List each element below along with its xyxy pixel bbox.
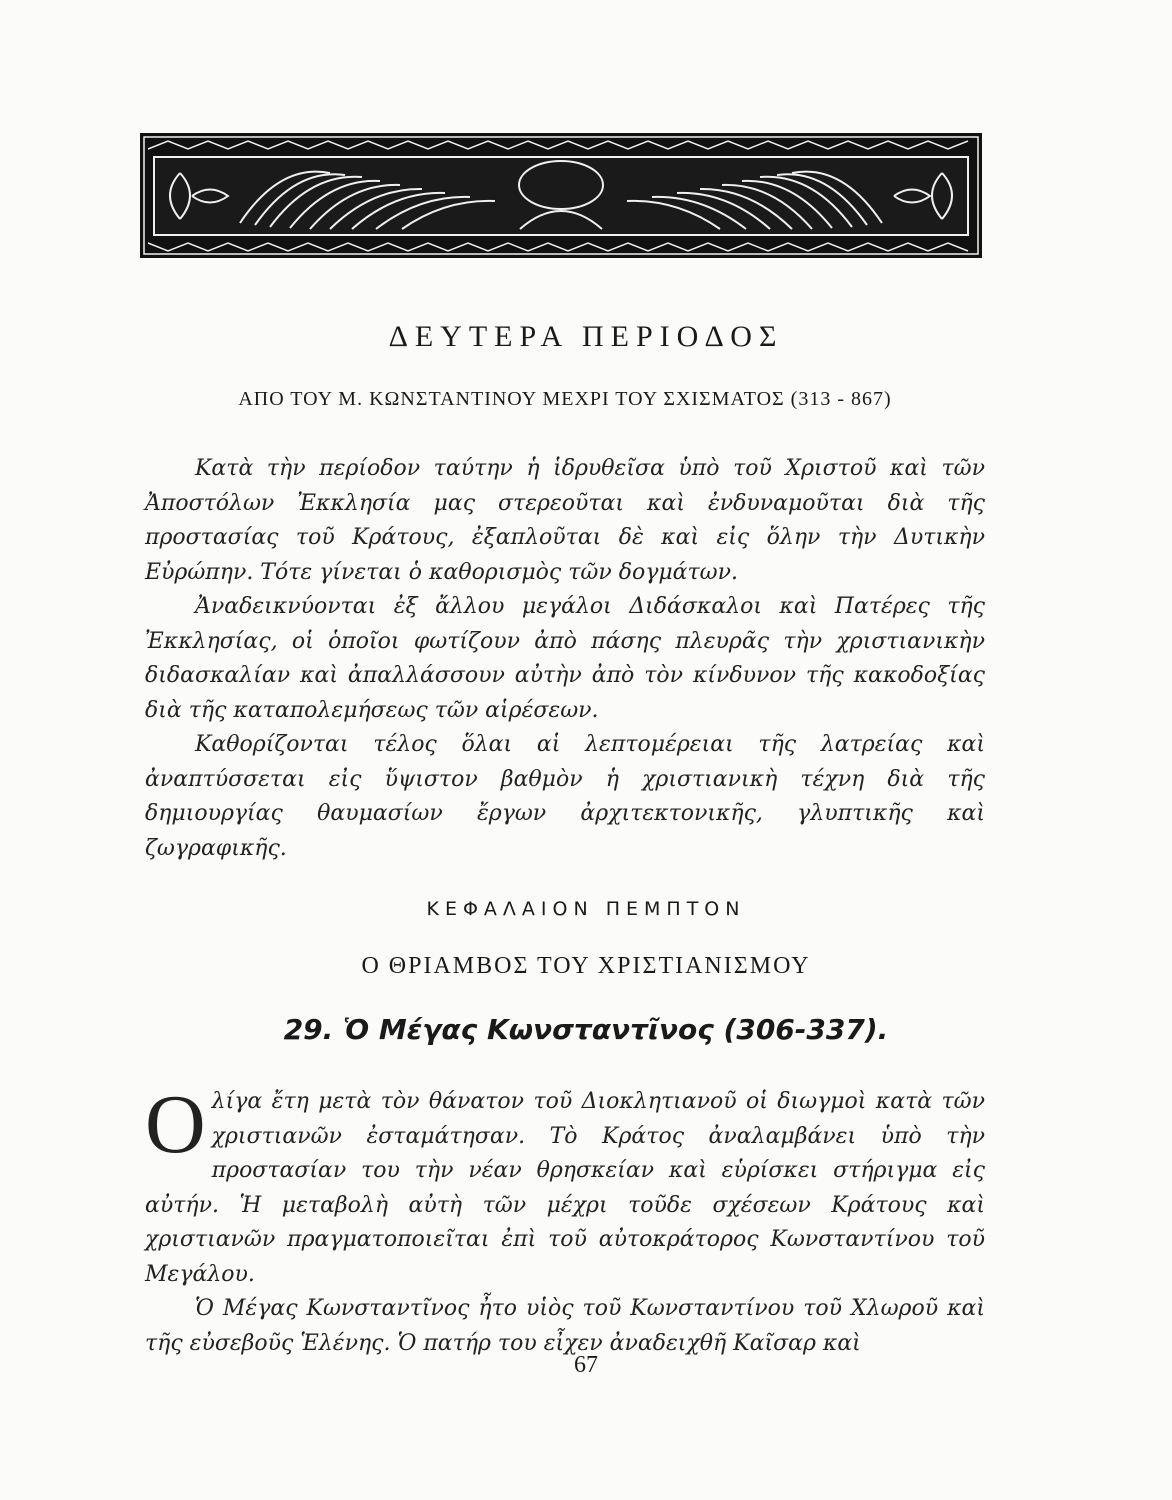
intro-paragraph: Κατὰ τὴν περίοδον ταύτην ἡ ἱδρυθεῖσα ὑπὸ τοῦ Χριστοῦ καὶ τῶν Ἀποστόλων Ἐκκλησία μας στερεοῦται καὶ ἐνδυναμοῦται διὰ τῆς προστασίας τοῦ Κράτους, ἐξαπλοῦται δὲ καὶ εἰς ὅλην τὴν Δυτικὴν Εὐρώπην. Τότε γίνεται ὁ καθορισμὸς τῶν δογμάτων.: [145, 456, 985, 585]
section-paragraph: Ὁ Μέγας Κωνσταντῖνος ἦτο υἱὸς τοῦ Κωνσταντίνου τοῦ Χλωροῦ καὶ τῆς εὐσεβοῦς Ἑλένης. Ὁ πατήρ του εἶχεν ἀναδειχθῆ Καῖσαρ καὶ: [145, 1296, 985, 1356]
drop-cap: Ο: [145, 1078, 206, 1171]
chapter-title: Ο ΘΡΙΑΜΒΟΣ ΤΟΥ ΧΡΙΣΤΙΑΝΙΣΜΟΥ: [361, 953, 811, 979]
section-heading: 29. Ὁ Μέγας Κωνσταντῖνος (306-337).: [283, 1013, 889, 1046]
intro-paragraph: Καθορίζονται τέλος ὅλαι αἱ λεπτομέρειαι τῆς λατρείας καὶ ἀναπτύσσεται εἰς ὕψιστον βαθμὸν ἡ χριστιανικὴ τέχνη διὰ τῆς δημιουργίας θαυμασίων ἔργων ἀρχιτεκτονικῆς, γλυπτικῆς καὶ ζωγραφικῆς.: [145, 732, 985, 861]
intro-text: [145, 452, 985, 866]
chapter-label: ΚΕΦΑΛΑΙΟΝ ΠΕΜΠΤΟΝ: [426, 898, 746, 920]
page-number: 67: [574, 1352, 598, 1378]
intro-paragraph: Ἀναδεικνύονται ἐξ ἄλλου μεγάλοι Διδάσκαλοι καὶ Πατέρες τῆς Ἐκκλησίας, οἱ ὁποῖοι φωτίζουν ἀπὸ πάσης πλευρᾶς τὴν χριστιανικὴν διδασκαλίαν καὶ ἀπαλλάσσουν αὐτὴν ἀπὸ τὸν κίνδυνον τῆς κακοδοξίας διὰ τῆς καταπολεμήσεως τῶν αἱρέσεων.: [145, 594, 985, 723]
ornamental-header-band: [140, 133, 982, 258]
period-subtitle: ΑΠΟ ΤΟΥ Μ. ΚΩΝΣΤΑΝΤΙΝΟΥ ΜΕΧΡΙ ΤΟΥ ΣΧΙΣΜΑΤΟΣ (313 - 867): [238, 388, 892, 410]
section-paragraph-text: λίγα ἔτη μετὰ τὸν θάνατον τοῦ Διοκλητιανοῦ οἱ διωγμοὶ κατὰ τῶν χριστιανῶν ἐσταμάτησαν. Τὸ Κράτος ἀναλαμβάνει ὑπὸ τὴν προστασίαν του τὴν νέαν θρησκείαν καὶ εὑρίσκει στήριγμα εἰς αὐτήν. Ἡ μεταβολὴ αὐτὴ τῶν μέχρι τοῦδε σχέσεων Κράτους καὶ χριστιανῶν πραγματοποιεῖται ἐπὶ τοῦ αὐτοκράτορος Κωνσταντίνου τοῦ Μεγάλου.: [145, 1089, 985, 1287]
ornament-illustration: [140, 133, 982, 258]
section-text: [145, 1078, 985, 1361]
section-paragraph: [145, 1078, 985, 1292]
period-title: ΔΕΥΤΕΡΑ ΠΕΡΙΟΔΟΣ: [388, 320, 784, 353]
